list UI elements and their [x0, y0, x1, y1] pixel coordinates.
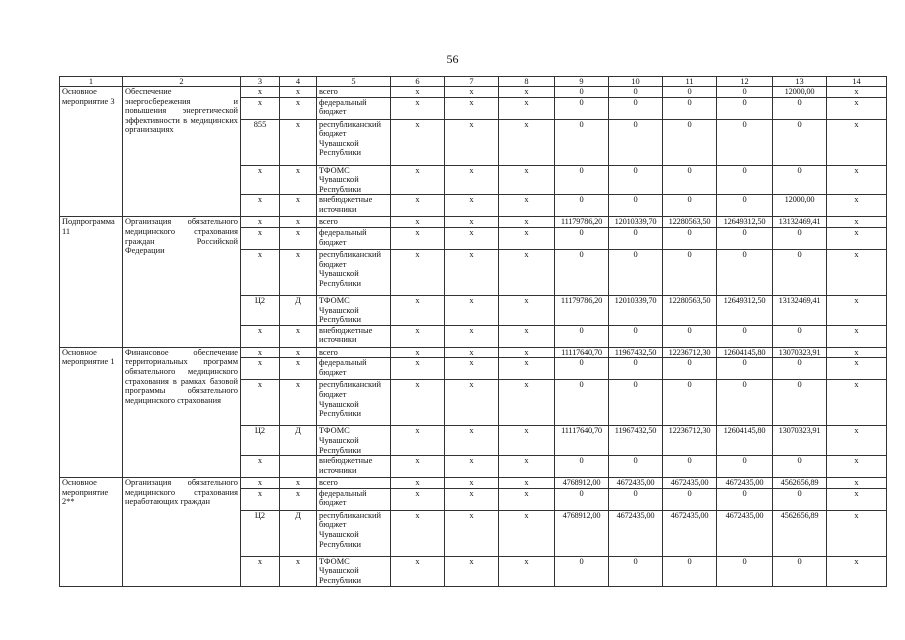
year-amount-cell: 0 [773, 556, 827, 586]
year-amount-cell: 4672435,00 [609, 510, 663, 556]
executor-code-cell: x [241, 165, 280, 195]
year-amount-cell: 12649312,50 [717, 295, 773, 325]
code-cell: x [391, 217, 445, 228]
funding-source-cell: республиканский бюджет Чувашской Республики [317, 510, 391, 556]
participant-code-cell: x [280, 87, 317, 98]
year-amount-cell: 12604145,80 [717, 426, 773, 456]
code-cell: x [499, 227, 555, 249]
participant-code-cell: x [280, 347, 317, 358]
code-cell: x [445, 119, 499, 165]
funding-source-cell: ТФОМС Чувашской Республики [317, 295, 391, 325]
code-cell: x [499, 358, 555, 380]
year-amount-cell: 0 [717, 165, 773, 195]
year-amount-cell: 12010339,70 [609, 217, 663, 228]
year-amount-cell: 4562656,89 [773, 510, 827, 556]
year-amount-cell: 0 [663, 97, 717, 119]
year-amount-cell: 0 [663, 380, 717, 426]
year-amount-cell: 12236712,30 [663, 426, 717, 456]
code-cell: x [445, 510, 499, 556]
funding-source-cell: ТФОМС Чувашской Республики [317, 426, 391, 456]
executor-code-cell: x [241, 488, 280, 510]
code-cell: x [499, 556, 555, 586]
funding-source-cell: внебюджетные источники [317, 195, 391, 217]
column-number: 2 [123, 77, 241, 87]
code-cell: x [827, 380, 887, 426]
year-amount-cell: 4768912,00 [555, 510, 609, 556]
funding-source-cell: федеральный бюджет [317, 97, 391, 119]
funding-source-cell: федеральный бюджет [317, 488, 391, 510]
year-amount-cell: 12000,00 [773, 87, 827, 98]
code-cell: x [391, 195, 445, 217]
column-number: 9 [555, 77, 609, 87]
year-amount-cell: 12236712,30 [663, 347, 717, 358]
executor-code-cell: Ц2 [241, 510, 280, 556]
code-cell: x [499, 119, 555, 165]
participant-code-cell [280, 456, 317, 478]
code-cell: x [445, 295, 499, 325]
year-amount-cell: 0 [663, 87, 717, 98]
code-cell: x [391, 87, 445, 98]
year-amount-cell: 12280563,50 [663, 217, 717, 228]
year-amount-cell: 11117640,70 [555, 426, 609, 456]
code-cell: x [391, 325, 445, 347]
column-number-row [60, 77, 887, 87]
participant-code-cell: x [280, 217, 317, 228]
code-cell: x [391, 295, 445, 325]
year-amount-cell: 4562656,89 [773, 478, 827, 489]
year-amount-cell: 0 [609, 249, 663, 295]
program-status-cell: Основное мероприятие 3 [60, 87, 123, 217]
year-amount-cell: 0 [555, 165, 609, 195]
funding-source-cell: внебюджетные источники [317, 325, 391, 347]
year-amount-cell: 0 [717, 456, 773, 478]
code-cell: x [499, 426, 555, 456]
funding-source-cell: всего [317, 347, 391, 358]
year-amount-cell: 0 [663, 456, 717, 478]
year-amount-cell: 12280563,50 [663, 295, 717, 325]
code-cell: x [827, 426, 887, 456]
code-cell: x [391, 358, 445, 380]
code-cell: x [391, 165, 445, 195]
year-amount-cell: 12000,00 [773, 195, 827, 217]
executor-code-cell: x [241, 249, 280, 295]
year-amount-cell: 0 [555, 358, 609, 380]
year-amount-cell: 0 [717, 87, 773, 98]
participant-code-cell: x [280, 97, 317, 119]
code-cell: x [445, 217, 499, 228]
year-amount-cell: 0 [663, 165, 717, 195]
year-amount-cell: 0 [717, 119, 773, 165]
executor-code-cell: x [241, 358, 280, 380]
year-amount-cell: 0 [773, 358, 827, 380]
participant-code-cell: Д [280, 510, 317, 556]
code-cell: x [827, 295, 887, 325]
year-amount-cell: 0 [773, 325, 827, 347]
code-cell: x [445, 325, 499, 347]
year-amount-cell: 11967432,50 [609, 426, 663, 456]
year-amount-cell: 4672435,00 [663, 478, 717, 489]
code-cell: x [391, 97, 445, 119]
code-cell: x [827, 195, 887, 217]
column-number: 3 [241, 77, 280, 87]
page-number: 56 [446, 52, 459, 66]
participant-code-cell: x [280, 227, 317, 249]
year-amount-cell: 12649312,50 [717, 217, 773, 228]
participant-code-cell: x [280, 488, 317, 510]
program-name-cell: Обеспечение энергосбережения и повышения энергетической эффективности в медицинских организациях [123, 87, 241, 217]
column-number: 7 [445, 77, 499, 87]
code-cell: x [827, 325, 887, 347]
year-amount-cell: 0 [609, 325, 663, 347]
code-cell: x [499, 488, 555, 510]
code-cell: x [827, 456, 887, 478]
participant-code-cell: x [280, 195, 317, 217]
table-row [60, 478, 887, 489]
code-cell: x [499, 217, 555, 228]
code-cell: x [499, 87, 555, 98]
code-cell: x [391, 249, 445, 295]
code-cell: x [499, 510, 555, 556]
year-amount-cell: 0 [717, 556, 773, 586]
executor-code-cell: x [241, 456, 280, 478]
program-name-cell: Финансовое обеспечение территориальных программ обязательного медицинского страхования в рамках базовой программы обязательного медицинского страхования [123, 347, 241, 477]
code-cell: x [827, 217, 887, 228]
funding-source-cell: республиканский бюджет Чувашской Республики [317, 119, 391, 165]
year-amount-cell: 0 [609, 488, 663, 510]
table-row [60, 217, 887, 228]
program-name-cell: Организация обязательного медицинского страхования граждан Российской Федерации [123, 217, 241, 347]
executor-code-cell: Ц2 [241, 295, 280, 325]
year-amount-cell: 4672435,00 [663, 510, 717, 556]
year-amount-cell: 0 [773, 380, 827, 426]
code-cell: x [827, 97, 887, 119]
year-amount-cell: 11967432,50 [609, 347, 663, 358]
code-cell: x [827, 249, 887, 295]
executor-code-cell: x [241, 478, 280, 489]
executor-code-cell: x [241, 347, 280, 358]
column-number: 10 [609, 77, 663, 87]
code-cell: x [499, 97, 555, 119]
executor-code-cell: x [241, 380, 280, 426]
code-cell: x [445, 227, 499, 249]
year-amount-cell: 0 [555, 556, 609, 586]
year-amount-cell: 0 [555, 227, 609, 249]
year-amount-cell: 13132469,41 [773, 217, 827, 228]
code-cell: x [445, 556, 499, 586]
year-amount-cell: 0 [555, 87, 609, 98]
code-cell: x [499, 195, 555, 217]
code-cell: x [391, 478, 445, 489]
year-amount-cell: 0 [609, 556, 663, 586]
year-amount-cell: 0 [717, 97, 773, 119]
funding-source-cell: ТФОМС Чувашской Республики [317, 165, 391, 195]
program-name-cell: Организация обязательного медицинского страхования неработающих граждан [123, 478, 241, 586]
year-amount-cell: 0 [609, 380, 663, 426]
year-amount-cell: 0 [773, 165, 827, 195]
participant-code-cell: x [280, 478, 317, 489]
code-cell: x [827, 119, 887, 165]
code-cell: x [445, 478, 499, 489]
program-status-cell: Основное мероприятие 1 [60, 347, 123, 477]
code-cell: x [445, 358, 499, 380]
executor-code-cell: x [241, 556, 280, 586]
year-amount-cell: 13070323,91 [773, 347, 827, 358]
year-amount-cell: 4672435,00 [717, 478, 773, 489]
executor-code-cell: x [241, 217, 280, 228]
year-amount-cell: 0 [555, 325, 609, 347]
participant-code-cell: x [280, 380, 317, 426]
column-number: 8 [499, 77, 555, 87]
funding-source-cell: всего [317, 217, 391, 228]
year-amount-cell: 0 [609, 119, 663, 165]
code-cell: x [391, 119, 445, 165]
executor-code-cell: x [241, 195, 280, 217]
participant-code-cell: x [280, 325, 317, 347]
year-amount-cell: 0 [555, 380, 609, 426]
table-row [60, 87, 887, 98]
year-amount-cell: 0 [609, 97, 663, 119]
code-cell: x [445, 347, 499, 358]
code-cell: x [827, 488, 887, 510]
column-number: 14 [827, 77, 887, 87]
code-cell: x [445, 195, 499, 217]
column-number: 13 [773, 77, 827, 87]
column-number: 5 [317, 77, 391, 87]
code-cell: x [499, 295, 555, 325]
code-cell: x [391, 426, 445, 456]
participant-code-cell: x [280, 556, 317, 586]
year-amount-cell: 11179786,20 [555, 295, 609, 325]
executor-code-cell: x [241, 325, 280, 347]
funding-source-cell: федеральный бюджет [317, 358, 391, 380]
participant-code-cell: x [280, 165, 317, 195]
code-cell: x [499, 347, 555, 358]
code-cell: x [827, 347, 887, 358]
table-row [60, 347, 887, 358]
year-amount-cell: 0 [609, 456, 663, 478]
table-body [60, 77, 887, 587]
executor-code-cell: 855 [241, 119, 280, 165]
year-amount-cell: 0 [717, 195, 773, 217]
year-amount-cell: 0 [773, 97, 827, 119]
year-amount-cell: 0 [609, 227, 663, 249]
code-cell: x [445, 456, 499, 478]
code-cell: x [827, 556, 887, 586]
year-amount-cell: 0 [663, 119, 717, 165]
funding-source-cell: всего [317, 87, 391, 98]
year-amount-cell: 0 [555, 488, 609, 510]
year-amount-cell: 0 [663, 556, 717, 586]
year-amount-cell: 13132469,41 [773, 295, 827, 325]
year-amount-cell: 0 [717, 358, 773, 380]
code-cell: x [499, 456, 555, 478]
year-amount-cell: 0 [773, 488, 827, 510]
code-cell: x [827, 227, 887, 249]
code-cell: x [827, 358, 887, 380]
code-cell: x [445, 426, 499, 456]
year-amount-cell: 11179786,20 [555, 217, 609, 228]
year-amount-cell: 0 [663, 325, 717, 347]
code-cell: x [391, 347, 445, 358]
year-amount-cell: 0 [555, 97, 609, 119]
year-amount-cell: 0 [663, 358, 717, 380]
funding-source-cell: внебюджетные источники [317, 456, 391, 478]
participant-code-cell: Д [280, 295, 317, 325]
year-amount-cell: 0 [609, 87, 663, 98]
program-status-cell: Подпрограмма 11 [60, 217, 123, 347]
year-amount-cell: 0 [555, 195, 609, 217]
code-cell: x [391, 556, 445, 586]
code-cell: x [499, 325, 555, 347]
participant-code-cell: x [280, 358, 317, 380]
funding-source-cell: всего [317, 478, 391, 489]
column-number: 1 [60, 77, 123, 87]
year-amount-cell: 0 [555, 249, 609, 295]
code-cell: x [445, 249, 499, 295]
executor-code-cell: Ц2 [241, 426, 280, 456]
column-number: 4 [280, 77, 317, 87]
year-amount-cell: 4672435,00 [609, 478, 663, 489]
year-amount-cell: 0 [717, 325, 773, 347]
funding-source-cell: республиканский бюджет Чувашской Республики [317, 249, 391, 295]
year-amount-cell: 0 [773, 456, 827, 478]
year-amount-cell: 12010339,70 [609, 295, 663, 325]
code-cell: x [445, 97, 499, 119]
funding-source-cell: федеральный бюджет [317, 227, 391, 249]
year-amount-cell: 0 [555, 119, 609, 165]
year-amount-cell: 0 [609, 195, 663, 217]
code-cell: x [499, 478, 555, 489]
year-amount-cell: 12604145,80 [717, 347, 773, 358]
year-amount-cell: 4768912,00 [555, 478, 609, 489]
code-cell: x [391, 227, 445, 249]
year-amount-cell: 0 [717, 227, 773, 249]
code-cell: x [445, 87, 499, 98]
code-cell: x [499, 165, 555, 195]
code-cell: x [391, 488, 445, 510]
executor-code-cell: x [241, 97, 280, 119]
year-amount-cell: 0 [773, 249, 827, 295]
code-cell: x [445, 165, 499, 195]
code-cell: x [391, 510, 445, 556]
column-number: 12 [717, 77, 773, 87]
year-amount-cell: 0 [663, 488, 717, 510]
program-funding-table [59, 76, 887, 587]
code-cell: x [827, 510, 887, 556]
column-number: 6 [391, 77, 445, 87]
code-cell: x [827, 165, 887, 195]
funding-source-cell: ТФОМС Чувашской Республики [317, 556, 391, 586]
participant-code-cell: x [280, 249, 317, 295]
program-status-cell: Основное мероприятие 2** [60, 478, 123, 586]
code-cell: x [827, 87, 887, 98]
year-amount-cell: 4672435,00 [717, 510, 773, 556]
code-cell: x [499, 380, 555, 426]
executor-code-cell: x [241, 87, 280, 98]
year-amount-cell: 0 [717, 380, 773, 426]
year-amount-cell: 0 [717, 488, 773, 510]
year-amount-cell: 0 [663, 195, 717, 217]
year-amount-cell: 0 [609, 165, 663, 195]
code-cell: x [827, 478, 887, 489]
year-amount-cell: 0 [663, 249, 717, 295]
code-cell: x [499, 249, 555, 295]
year-amount-cell: 0 [773, 119, 827, 165]
year-amount-cell: 11117640,70 [555, 347, 609, 358]
year-amount-cell: 0 [609, 358, 663, 380]
participant-code-cell: Д [280, 426, 317, 456]
year-amount-cell: 0 [555, 456, 609, 478]
year-amount-cell: 0 [663, 227, 717, 249]
code-cell: x [445, 380, 499, 426]
column-number: 11 [663, 77, 717, 87]
year-amount-cell: 0 [773, 227, 827, 249]
code-cell: x [391, 456, 445, 478]
year-amount-cell: 13070323,91 [773, 426, 827, 456]
code-cell: x [445, 488, 499, 510]
executor-code-cell: x [241, 227, 280, 249]
funding-source-cell: республиканский бюджет Чувашской Республики [317, 380, 391, 426]
year-amount-cell: 0 [717, 249, 773, 295]
participant-code-cell: x [280, 119, 317, 165]
code-cell: x [391, 380, 445, 426]
